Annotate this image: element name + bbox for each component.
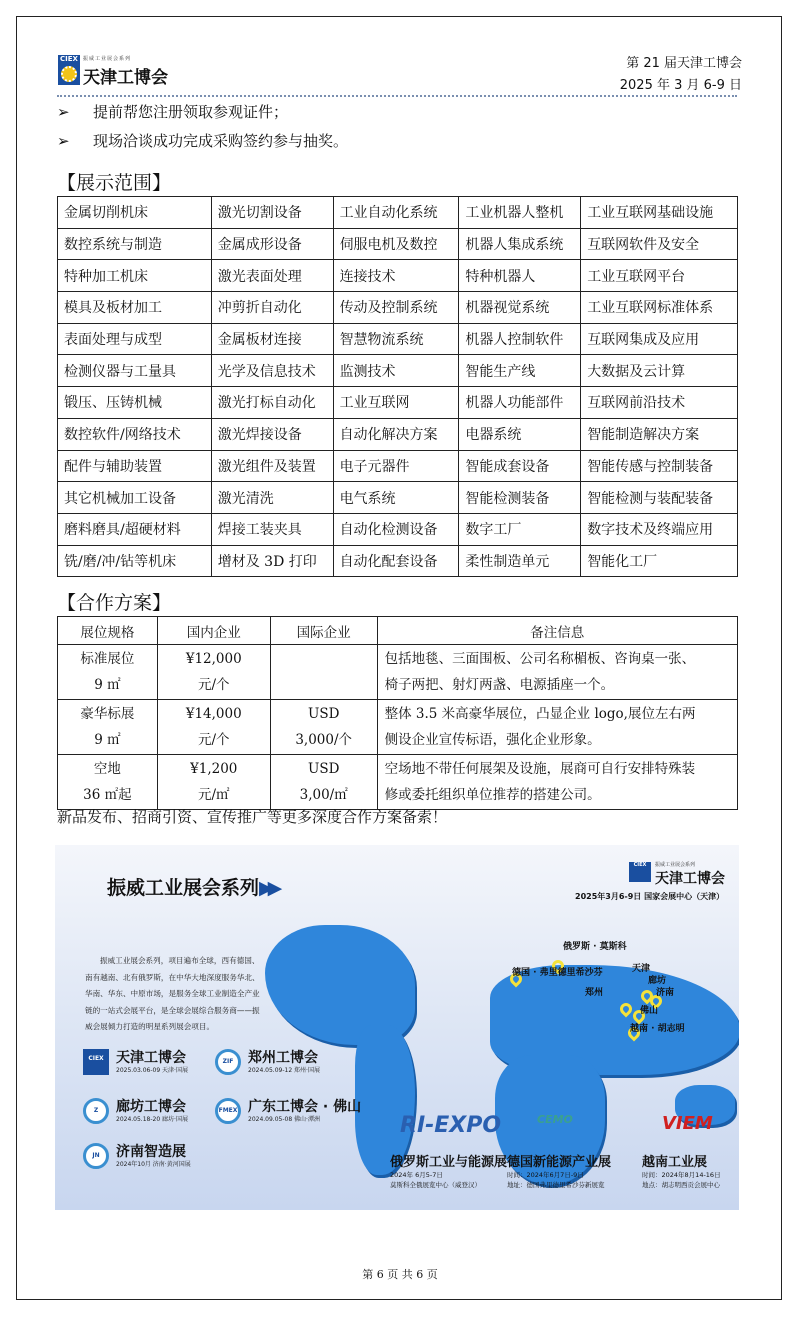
intl-show-logo: RI-EXPO — [400, 1113, 502, 1138]
section-title-coop: 【合作方案】 — [57, 592, 172, 614]
show-name: 廊坊工博会 — [116, 1099, 186, 1115]
scope-cell: 锻压、压铸机械 — [58, 387, 212, 419]
coop-row — [58, 645, 738, 700]
coop-cell-intl: USD 3,000/个 — [270, 700, 377, 755]
coop-cell-note: 包括地毯、三面围板、公司名称楣板、咨询桌一张、 椅子两把、射灯两盏、电源插座一个。 — [377, 645, 737, 700]
show-logo-icon: FMEX — [215, 1098, 241, 1124]
col-header: 备注信息 — [377, 617, 737, 645]
scope-cell: 智能制造解决方案 — [581, 418, 738, 450]
scope-cell: 工业机器人整机 — [459, 197, 581, 229]
scope-cell: 机器人控制软件 — [459, 323, 581, 355]
banner-logo-series: 振威工业展会系列 — [655, 862, 696, 868]
map-label: 德国 · 弗里德里希沙芬 — [512, 968, 603, 978]
intl-show-time: 2024年 6月5-7日 — [390, 1171, 443, 1179]
intl-show-venue: 莫斯科全俄展览中心（威登汉） — [390, 1181, 481, 1189]
map-label: 天津 — [632, 964, 651, 974]
scope-cell: 工业互联网标准体系 — [581, 292, 738, 324]
intl-show-time: 时间：2024年8月14-16日 — [642, 1171, 721, 1179]
scope-cell: 特种机器人 — [459, 260, 581, 292]
scope-cell: 机器视觉系统 — [459, 292, 581, 324]
scope-cell: 工业自动化系统 — [333, 197, 459, 229]
coop-cell-spec: 空地 36 ㎡起 — [58, 755, 158, 810]
scope-cell: 冲剪折自动化 — [211, 292, 333, 324]
show-name: 天津工博会 — [116, 1050, 186, 1066]
map-label: 郑州 — [585, 988, 604, 998]
scope-cell: 增材及 3D 打印 — [211, 545, 333, 577]
scope-cell: 智能检测与装配装备 — [581, 482, 738, 514]
scope-cell: 其它机械加工设备 — [58, 482, 212, 514]
bullet-item: ➢ 现场洽谈成功完成采购签约参与抽奖。 — [57, 132, 349, 150]
page-number: 第 6 页 共 6 页 — [362, 1268, 438, 1281]
scope-cell: 自动化检测设备 — [333, 513, 459, 545]
bullet-item: ➢ 提前帮您注册领取参观证件； — [57, 103, 289, 121]
scope-row — [58, 228, 738, 260]
show-info: 2024.09.05-08 佛山·潭洲 — [248, 1116, 320, 1123]
scope-row — [58, 450, 738, 482]
scope-cell: 特种加工机床 — [58, 260, 212, 292]
show-info: 2024.05.18-20 廊坊·国展 — [116, 1116, 188, 1123]
ciex-logo-icon: CIEX — [58, 55, 80, 85]
scope-row — [58, 292, 738, 324]
scope-cell: 数字工厂 — [459, 513, 581, 545]
show-info: 2025.03.06-09 天津·国展 — [116, 1067, 188, 1074]
scope-row — [58, 355, 738, 387]
scope-table — [57, 196, 738, 577]
coop-cell-intl — [270, 645, 377, 700]
arrow-bullet-icon: ➢ — [57, 103, 70, 121]
scope-cell: 自动化配套设备 — [333, 545, 459, 577]
scope-cell: 大数据及云计算 — [581, 355, 738, 387]
map-label: 俄罗斯 · 莫斯科 — [563, 942, 627, 952]
coop-cell-note: 整体 3.5 米高豪华展位，凸显企业 logo,展位左右两 侧设企业宣传标语，强化企业形象。 — [377, 700, 737, 755]
scope-cell: 激光焊接设备 — [211, 418, 333, 450]
scope-cell: 互联网集成及应用 — [581, 323, 738, 355]
coop-cell-intl: USD 3,00/㎡ — [270, 755, 377, 810]
show-logo-icon: Z — [83, 1098, 109, 1124]
show-logo-icon: JN — [83, 1143, 109, 1169]
banner-title: 振威工业展会系列▶▶ — [107, 877, 277, 899]
coop-cell-note: 空场地不带任何展架及设施，展商可自行安排特殊装 修或委托组织单位推荐的搭建公司。 — [377, 755, 737, 810]
intl-show-logo: VIEM — [662, 1113, 713, 1134]
ciex-logo-icon: CIEX — [629, 862, 651, 882]
scope-cell: 电器系统 — [459, 418, 581, 450]
banner-date-venue: 2025年3月6-9日 国家会展中心（天津） — [575, 892, 725, 901]
scope-row — [58, 260, 738, 292]
section-title-scope: 【展示范围】 — [57, 172, 172, 194]
coop-cell-spec: 豪华标展 9 ㎡ — [58, 700, 158, 755]
scope-cell: 激光清洗 — [211, 482, 333, 514]
more-note: 新品发布、招商引资、宣传推广等更多深度合作方案备索！ — [57, 808, 448, 826]
scope-cell: 激光打标自动化 — [211, 387, 333, 419]
header-logo — [58, 55, 168, 88]
scope-row — [58, 323, 738, 355]
logo-name: 天津工博会 — [83, 68, 168, 88]
coop-cell-domestic: ¥14,000 元/个 — [157, 700, 270, 755]
banner-intro: 振威工业展会系列，项目遍布全球，西有德国、 南有越南、北有俄罗斯，在中华大地深度服务华北、 华南、华东、中原市场，是服务全球工业制造全产业 链的一站式会展平台，是全球会展综合服务商——振 威会展倾力打造的明星系列展会项目。 — [85, 956, 260, 1031]
map-label: 佛山 — [640, 1006, 659, 1016]
show-name: 济南智造展 — [116, 1144, 186, 1160]
logo-series: 振威工业展会系列 — [83, 56, 132, 62]
scope-cell: 工业互联网 — [333, 387, 459, 419]
scope-cell: 监测技术 — [333, 355, 459, 387]
scope-cell: 自动化解决方案 — [333, 418, 459, 450]
scope-cell: 柔性制造单元 — [459, 545, 581, 577]
coop-cell-spec: 标准展位 9 ㎡ — [58, 645, 158, 700]
scope-cell: 配件与辅助装置 — [58, 450, 212, 482]
scope-cell: 金属成形设备 — [211, 228, 333, 260]
scope-cell: 智能传感与控制装备 — [581, 450, 738, 482]
scope-row — [58, 482, 738, 514]
scope-cell: 磨料磨具/超硬材料 — [58, 513, 212, 545]
scope-cell: 传动及控制系统 — [333, 292, 459, 324]
coop-cell-domestic: ¥12,000 元/个 — [157, 645, 270, 700]
scope-cell: 智能成套设备 — [459, 450, 581, 482]
scope-cell: 机器人集成系统 — [459, 228, 581, 260]
coop-row — [58, 755, 738, 810]
show-logo-icon: CIEX — [83, 1049, 109, 1075]
scope-row — [58, 545, 738, 577]
scope-cell: 智能化工厂 — [581, 545, 738, 577]
scope-cell: 激光组件及装置 — [211, 450, 333, 482]
scope-cell: 伺服电机及数控 — [333, 228, 459, 260]
header-date: 2025 年 3 月 6-9 日 — [619, 78, 742, 93]
exhibition-series-banner — [55, 845, 739, 1210]
scope-cell: 数控软件/网络技术 — [58, 418, 212, 450]
scope-cell: 焊接工装夹具 — [211, 513, 333, 545]
scope-cell: 光学及信息技术 — [211, 355, 333, 387]
scope-cell: 铣/磨/冲/钻等机床 — [58, 545, 212, 577]
scope-cell: 激光表面处理 — [211, 260, 333, 292]
intl-show-venue: 地址：德国弗里德里希沙芬新展览 — [507, 1181, 605, 1189]
header-divider — [57, 95, 737, 97]
coop-table — [57, 616, 738, 810]
scope-row — [58, 197, 738, 229]
scope-cell: 机器人功能部件 — [459, 387, 581, 419]
header-edition: 第 21 届天津工博会 — [626, 56, 742, 71]
arrow-bullet-icon: ➢ — [57, 132, 70, 150]
scope-cell: 金属切削机床 — [58, 197, 212, 229]
col-header: 展位规格 — [58, 617, 158, 645]
scope-cell: 检测仪器与工量具 — [58, 355, 212, 387]
coop-cell-domestic: ¥1,200 元/㎡ — [157, 755, 270, 810]
coop-row — [58, 700, 738, 755]
scope-cell: 金属板材连接 — [211, 323, 333, 355]
banner-logo-name: 天津工博会 — [655, 871, 725, 887]
scope-cell: 数字技术及终端应用 — [581, 513, 738, 545]
scope-cell: 电子元器件 — [333, 450, 459, 482]
scope-cell: 互联网软件及安全 — [581, 228, 738, 260]
scope-cell: 互联网前沿技术 — [581, 387, 738, 419]
map-label: 越南 · 胡志明 — [630, 1024, 685, 1034]
intl-show-name: 越南工业展 — [642, 1155, 708, 1170]
intl-show-venue: 地点：胡志明西贡会展中心 — [642, 1181, 720, 1189]
scope-cell: 智能检测装备 — [459, 482, 581, 514]
scope-cell: 电气系统 — [333, 482, 459, 514]
show-name: 郑州工博会 — [248, 1050, 318, 1066]
scope-cell: 智能生产线 — [459, 355, 581, 387]
show-name: 广东工博会 · 佛山 — [248, 1099, 362, 1115]
scope-row — [58, 513, 738, 545]
scope-cell: 连接技术 — [333, 260, 459, 292]
scope-cell: 工业互联网基础设施 — [581, 197, 738, 229]
map-label: 济南 — [656, 988, 675, 998]
scope-row — [58, 387, 738, 419]
show-info: 2024.05.09-12 郑州·国展 — [248, 1067, 320, 1074]
intl-show-time: 时间：2024年6月7日-9日 — [507, 1171, 584, 1179]
show-logo-icon: ZIF — [215, 1049, 241, 1075]
double-chevron-icon: ▶▶ — [259, 877, 277, 899]
col-header: 国际企业 — [270, 617, 377, 645]
scope-cell: 激光切割设备 — [211, 197, 333, 229]
intl-show-logo: CEMO — [537, 1113, 573, 1126]
col-header: 国内企业 — [157, 617, 270, 645]
scope-cell: 表面处理与成型 — [58, 323, 212, 355]
show-info: 2024年10月 济南·黄河国展 — [116, 1161, 191, 1168]
scope-cell: 模具及板材加工 — [58, 292, 212, 324]
intl-show-name: 德国新能源产业展 — [507, 1155, 612, 1170]
intl-show-name: 俄罗斯工业与能源展 — [390, 1155, 508, 1170]
scope-cell: 工业互联网平台 — [581, 260, 738, 292]
scope-cell: 智慧物流系统 — [333, 323, 459, 355]
scope-row — [58, 418, 738, 450]
scope-cell: 数控系统与制造 — [58, 228, 212, 260]
map-label: 廊坊 — [648, 976, 667, 986]
